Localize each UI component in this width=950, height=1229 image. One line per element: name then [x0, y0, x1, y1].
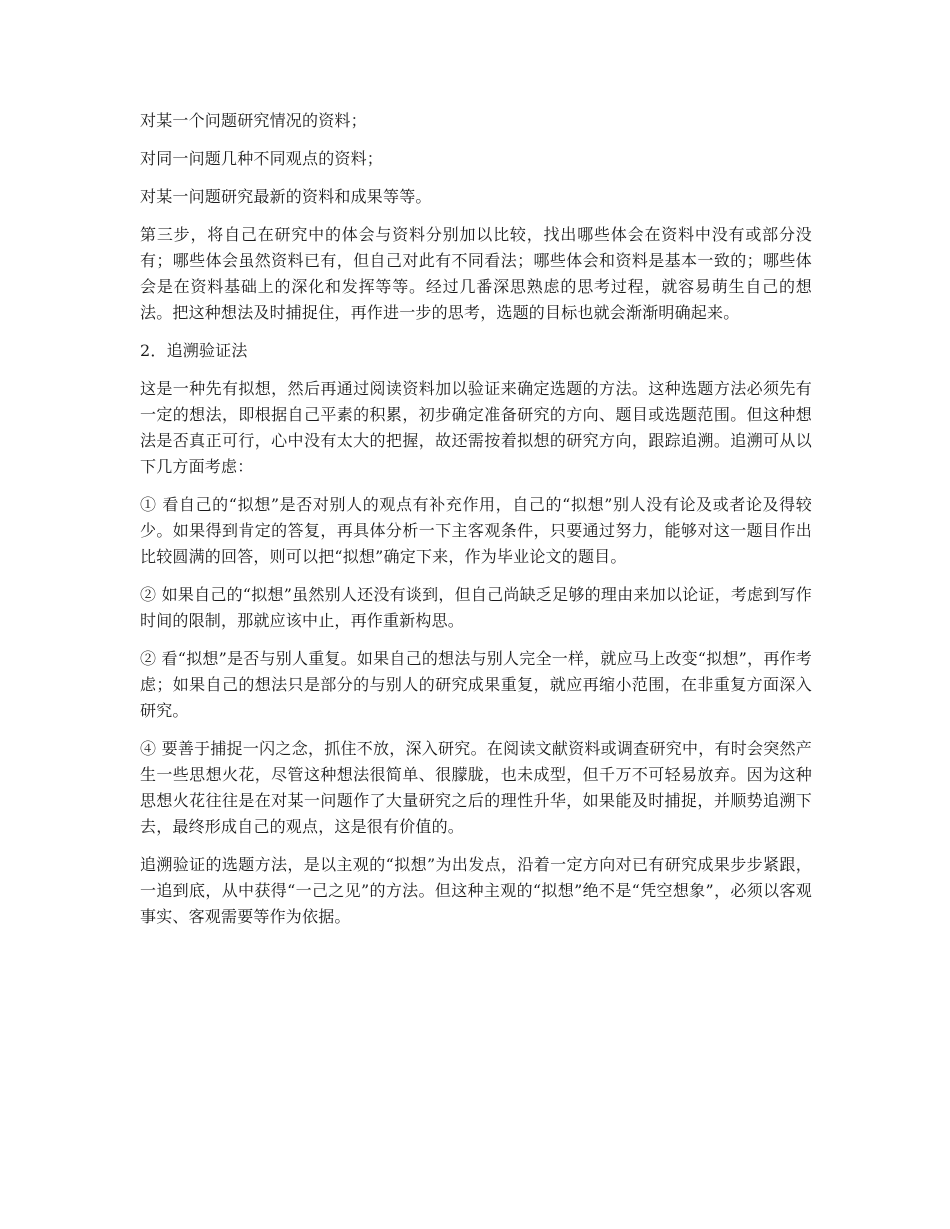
paragraph-step-three: 第三步，将自己在研究中的体会与资料分别加以比较，找出哪些体会在资料中没有或部分没有；哪些体会虽然资料已有，但自己对此有不同看法；哪些体会和资料是基本一致的；哪些体会是在资料基础上的深化和发挥等等。经过几番深思熟虑的思考过程，就容易萌生自己的想法。把这种想法及时捕捉住，再作进一步的思考，选题的目标也就会渐渐明确起来。: [140, 225, 812, 322]
document-page: [140, 108, 812, 942]
paragraph-point-1: ① 看自己的“拟想”是否对别人的观点有补充作用，自己的“拟想”别人没有论及或者论及得较少。如果得到肯定的答复，再具体分析一下主客观条件，只要通过努力，能够对这一题目作出比较圆满的回答，则可以把“拟想”确定下来，作为毕业论文的题目。: [140, 495, 812, 566]
paragraph-different-views: 对同一问题几种不同观点的资料；: [140, 149, 384, 168]
paragraph-method-intro: 这是一种先有拟想，然后再通过阅读资料加以验证来确定选题的方法。这种选题方法必须先有一定的想法，即根据自己平素的积累，初步确定准备研究的方向、题目或选题范围。但这种想法是否真正可行，心中没有太大的把握，故还需按着拟想的研究方向，跟踪追溯。追溯可从以下几方面考虑：: [140, 379, 812, 476]
paragraph-research-status: 对某一个问题研究情况的资料；: [140, 111, 367, 130]
paragraph-latest-results: 对某一问题研究最新的资料和成果等等。: [140, 187, 432, 206]
paragraph-point-2: ② 如果自己的“拟想”虽然别人还没有谈到，但自己尚缺乏足够的理由来加以论证，考虑到写作时间的限制，那就应该中止，再作重新构思。: [140, 585, 812, 630]
paragraph-point-3: ② 看“拟想”是否与别人重复。如果自己的想法与别人完全一样，就应马上改变“拟想”，再作考虑；如果自己的想法只是部分的与别人的研究成果重复，就应再缩小范围，在非重复方面深入研究。: [140, 649, 812, 720]
paragraph-conclusion: 追溯验证的选题方法，是以主观的“拟想”为出发点，沿着一定方向对已有研究成果步步紧跟，一追到底，从中获得“一己之见”的方法。但这种主观的“拟想”绝不是“凭空想象”，必须以客观事实、客观需要等作为依据。: [140, 855, 812, 926]
paragraph-point-4: ④ 要善于捕捉一闪之念，抓住不放，深入研究。在阅读文献资料或调查研究中，有时会突然产生一些思想火花，尽管这种想法很简单、很朦胧，也未成型，但千万不可轻易放弃。因为这种思想火花往往是在对某一问题作了大量研究之后的理性升华，如果能及时捕捉，并顺势追溯下去，最终形成自己的观点，这是很有价值的。: [140, 739, 812, 836]
section-heading-trace-verify: 2．追溯验证法: [140, 341, 248, 360]
